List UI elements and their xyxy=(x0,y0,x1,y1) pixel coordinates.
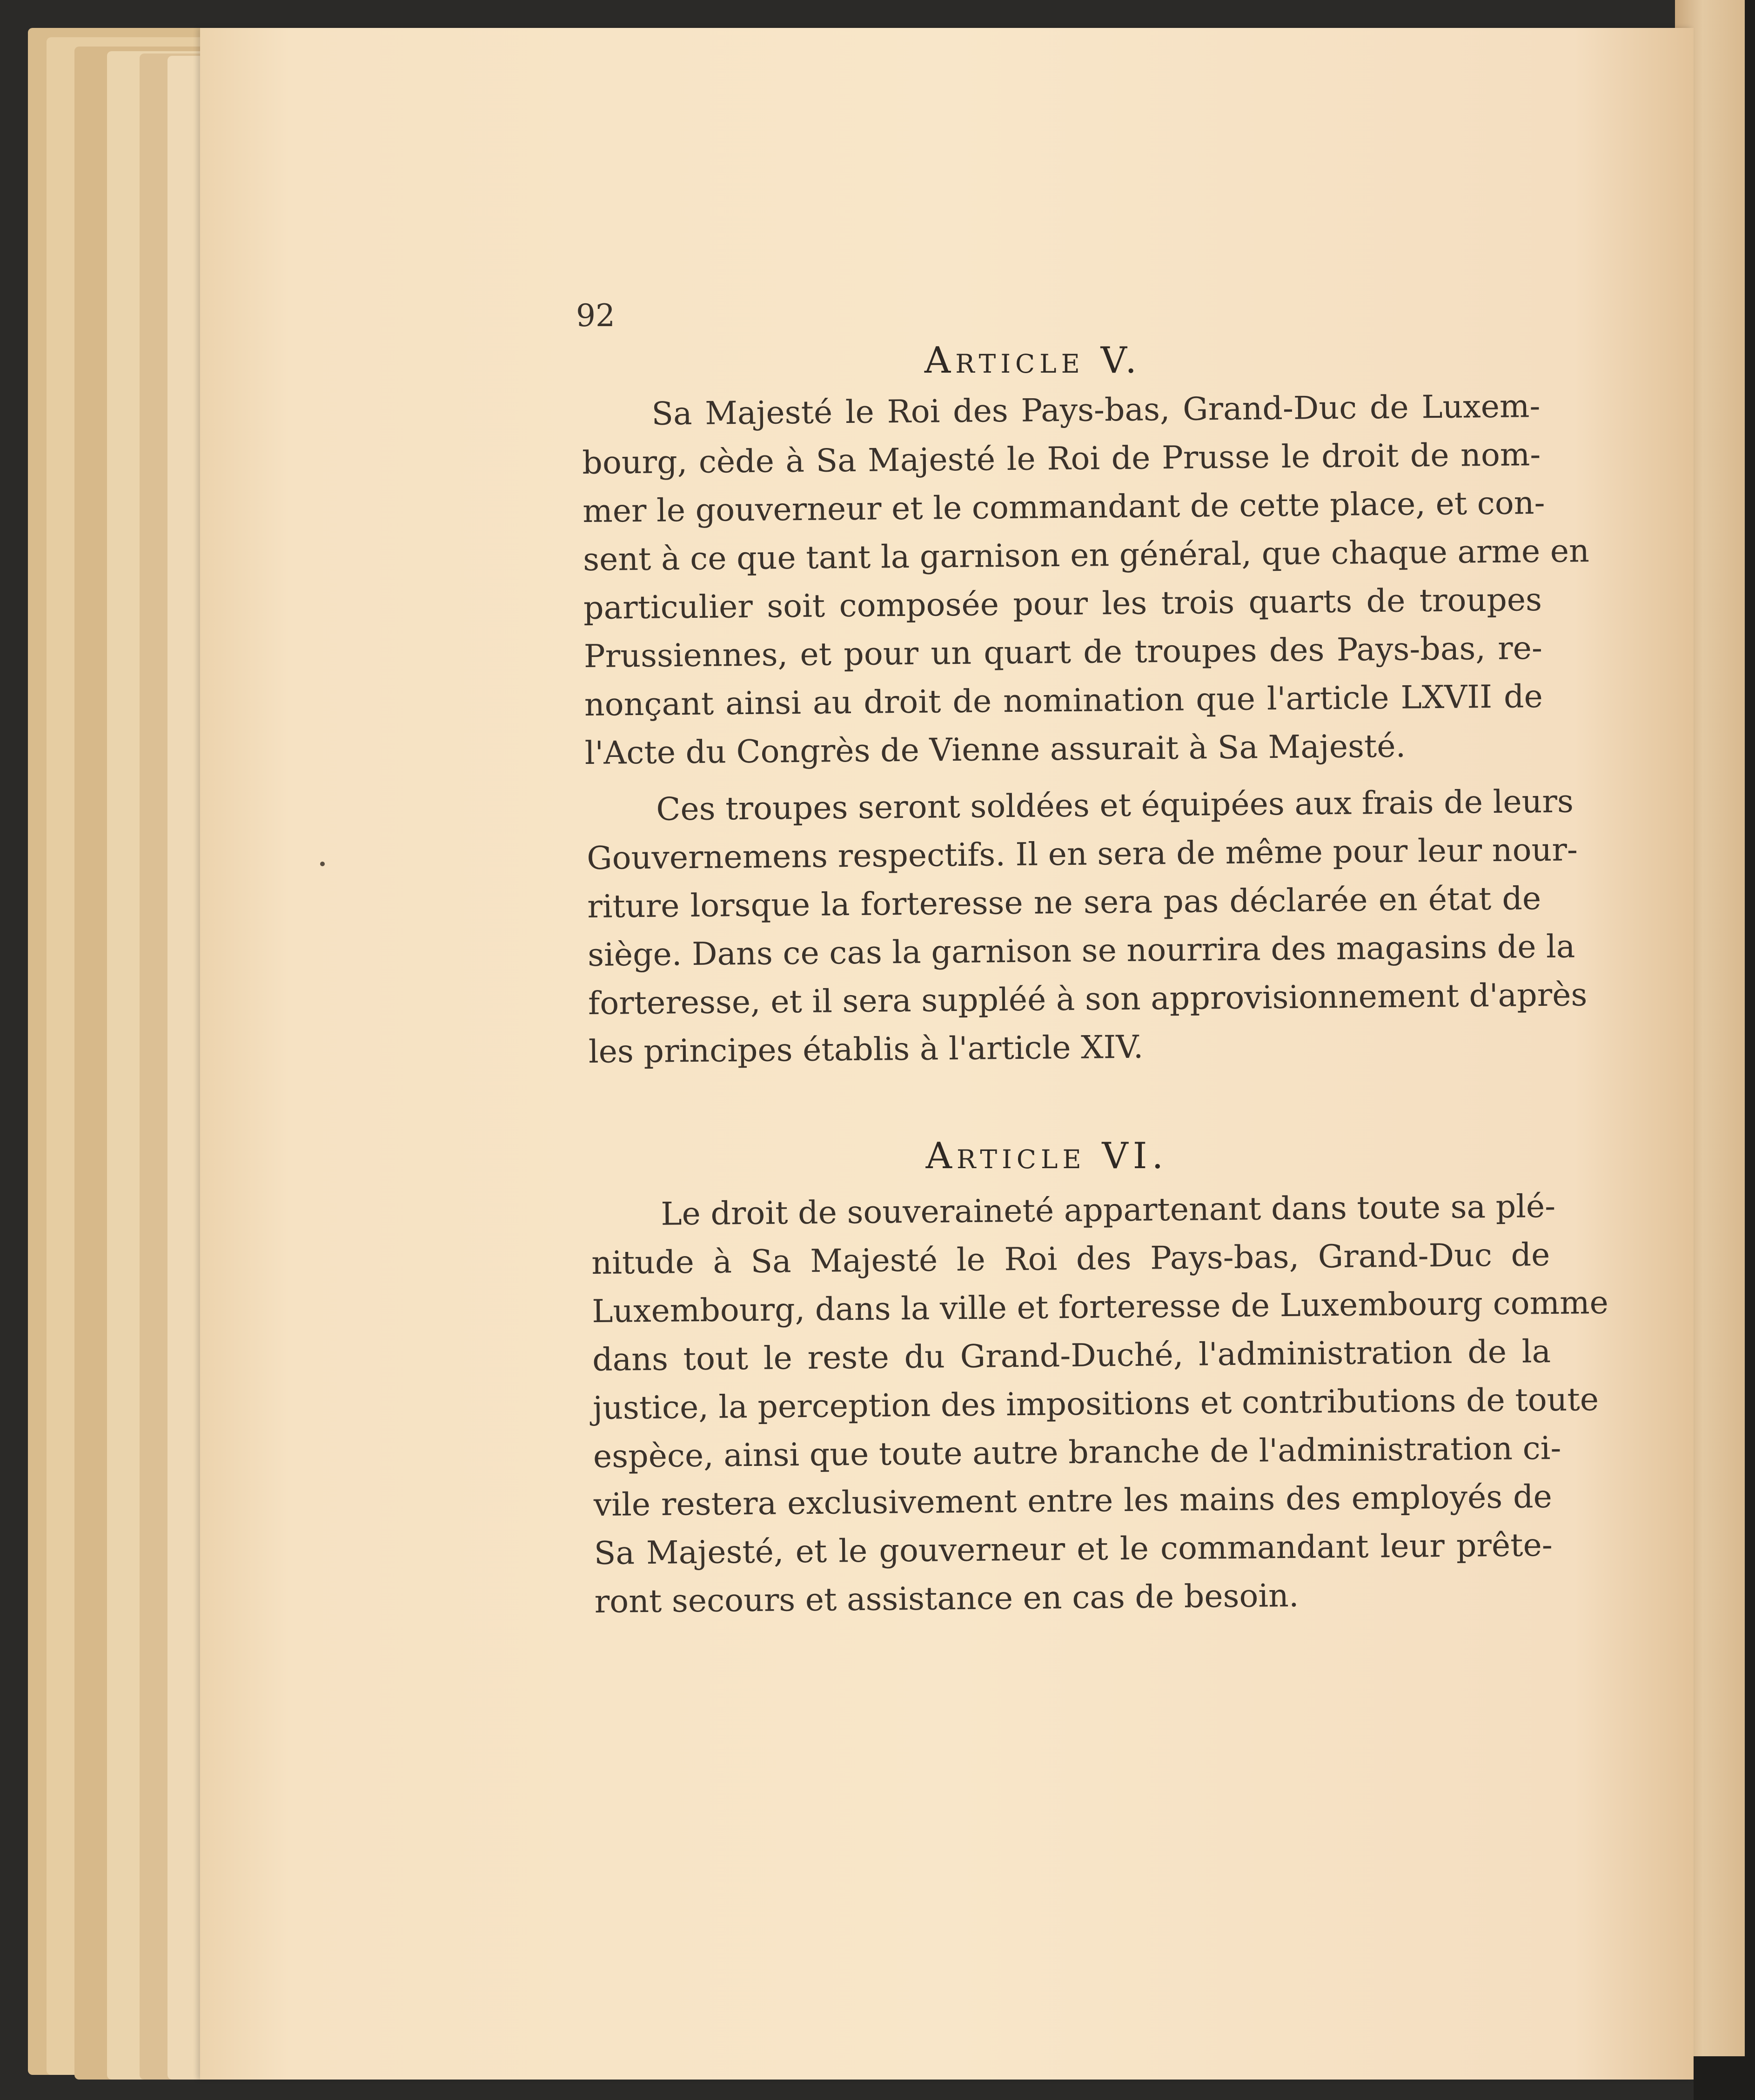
text-line: Sa Majesté le Roi des Pays-bas, Grand-Duc de Luxem- xyxy=(651,388,1541,433)
text-line: l'Acte du Congrès de Vienne assurait à Sa Majesté. xyxy=(584,728,1406,772)
text-line: mer le gouverneur et le commandant de cette place, et con- xyxy=(582,484,1545,530)
text-line: justice, la perception des impositions et contributions de toute xyxy=(592,1381,1599,1427)
text-line: particulier soit composée pour les trois quarts de troupes xyxy=(583,582,1542,627)
text-line: sent à ce que tant la garnison en général, que chaque arme en xyxy=(583,533,1590,578)
text-line: les principes établis à l'article XIV. xyxy=(588,1029,1144,1070)
article-5-paragraph-2 xyxy=(586,778,1588,1077)
article-5-paragraph-1 xyxy=(582,382,1590,778)
text-line: Le droit de souveraineté appartenant dans toute sa plé- xyxy=(661,1188,1556,1233)
text-line: forteresse, et il sera suppléé à son approvisionnement d'après xyxy=(588,976,1588,1022)
text-line: Sa Majesté, et le gouverneur et le commandant leur prête- xyxy=(594,1526,1553,1572)
text-line: siège. Dans ce cas la garnison se nourrira des magasins de la xyxy=(587,928,1575,974)
page-number: 92 xyxy=(576,298,615,334)
text-line: riture lorsque la forteresse ne sera pas déclarée en état de xyxy=(587,880,1541,925)
text-line: vile restera exclusivement entre les mains des employés de xyxy=(593,1478,1553,1524)
text-line: espèce, ainsi que toute autre branche de l'administration ci- xyxy=(593,1430,1561,1475)
text-line: dans tout le reste du Grand-Duché, l'administration de la xyxy=(592,1333,1551,1378)
article-5-heading: Article V. xyxy=(924,340,1142,381)
article-6-heading: Article VI. xyxy=(925,1135,1168,1177)
text-line: Prussiennes, et pour un quart de troupes des Pays-bas, re- xyxy=(583,630,1543,675)
ink-spot xyxy=(320,862,325,866)
text-line: Luxembourg, dans la ville et forteresse de Luxembourg comme xyxy=(591,1284,1609,1330)
text-line: ront secours et assistance en cas de besoin. xyxy=(594,1577,1299,1620)
text-line: nonçant ainsi au droit de nomination que l'article LXVII de xyxy=(584,678,1543,723)
text-line: nitude à Sa Majesté le Roi des Pays-bas, Grand-Duc de xyxy=(591,1237,1550,1282)
text-line: bourg, cède à Sa Majesté le Roi de Prusse le droit de nom- xyxy=(582,436,1541,482)
article-6-paragraph xyxy=(591,1183,1609,1626)
text-line: Ces troupes seront soldées et équipées aux frais de leurs xyxy=(656,783,1574,828)
text-line: Gouvernemens respectifs. Il en sera de même pour leur nour- xyxy=(587,831,1578,877)
